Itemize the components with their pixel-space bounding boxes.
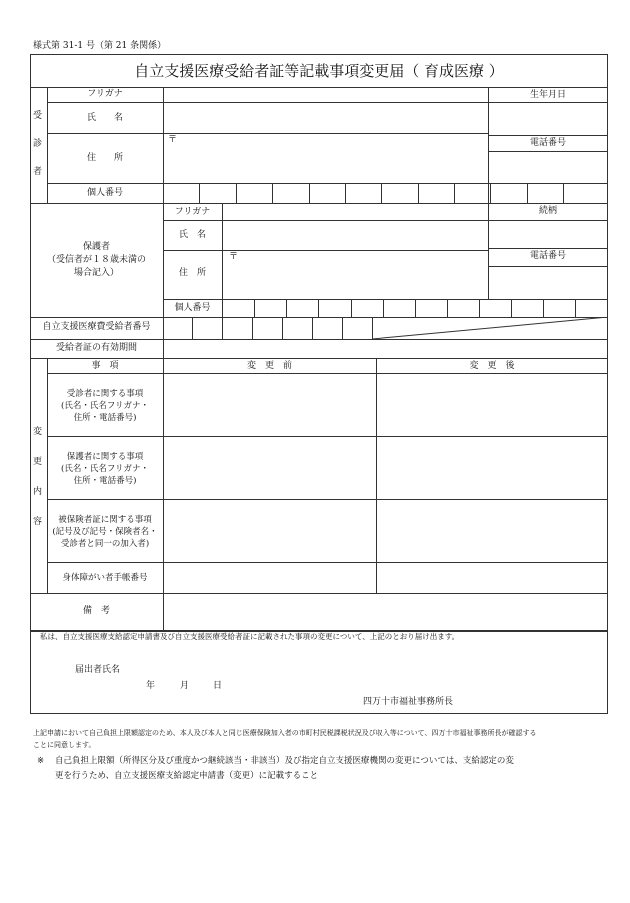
date-month: 月	[180, 681, 190, 691]
validity-input[interactable]	[166, 341, 604, 356]
patient-my-number-boxes[interactable]	[163, 183, 608, 203]
change-row-disability-title: 身体障がい者手帳番号	[62, 573, 148, 583]
patient-birthdate-label: 生年月日	[529, 90, 566, 100]
note-mark: ※	[37, 756, 45, 766]
guardian-address-label: 住 所	[178, 268, 206, 278]
applicant-name-label: 届出者氏名	[75, 665, 121, 675]
addressee: 四万十市福祉事務所長	[363, 697, 454, 707]
patient-my-number-label: 個人番号	[86, 188, 123, 198]
consent-line-1: 上記申請において自己負担上限額認定のため、本人及び本人と同じ医療保険加入者の市町村民税課税状況及び収入等について、四万十市福祉事務所長が確認する	[33, 729, 537, 737]
patient-name-input[interactable]	[166, 104, 484, 132]
change-row-insurance-note-1: (記号及び記号・保険者名・	[52, 527, 158, 537]
change-row-insurance-title: 被保険者証に関する事項	[58, 515, 152, 525]
guardian-address-input[interactable]	[240, 253, 484, 297]
guardian-section-label: 保護者	[82, 242, 110, 252]
applicant-name-input[interactable]	[130, 662, 350, 677]
change-row-guardian-note-1: (氏名・氏名フリガナ・	[61, 464, 149, 474]
changes-section-label-3: 内	[33, 487, 43, 497]
change-row-guardian-title: 保護者に関する事項	[66, 452, 144, 462]
validity-label: 受給者証の有効期間	[55, 343, 137, 353]
recipient-number-strike	[372, 317, 608, 339]
patient-birthdate-input[interactable]	[491, 104, 605, 132]
change-row-guardian-note-2: 住所・電話番号)	[73, 476, 137, 486]
guardian-phone-input[interactable]	[491, 268, 605, 297]
guardian-my-number-boxes[interactable]	[222, 299, 608, 317]
change-row-patient-note-2: 住所・電話番号)	[73, 413, 137, 423]
patient-section-label-1: 受	[33, 111, 43, 121]
guardian-relation-input[interactable]	[491, 222, 605, 247]
col-after-header: 変 更 後	[469, 361, 515, 371]
guardian-phone-label: 電話番号	[529, 251, 566, 261]
guardian-name-label: 氏 名	[178, 230, 206, 240]
guardian-section-note-2: 場合記入）	[73, 268, 119, 278]
patient-section-label-3: 者	[33, 167, 43, 177]
patient-furigana-input[interactable]	[166, 88, 484, 101]
guardian-postal-mark: 〒	[229, 252, 239, 262]
remarks-label: 備 考	[82, 606, 110, 616]
change-row-patient-title: 受診者に関する事項	[66, 389, 144, 399]
date-day: 日	[213, 681, 223, 691]
change-row-patient-note-1: (氏名・氏名フリガナ・	[61, 401, 149, 411]
insurance-after-field[interactable]	[379, 502, 605, 560]
note-line-1: 自己負担上限額（所得区分及び重度かつ継続該当・非該当）及び指定自立支援医療機関の変更については、支給認定の変	[55, 756, 514, 766]
guardian-before-field[interactable]	[166, 439, 373, 497]
changes-section-label-1: 変	[33, 427, 43, 437]
patient-phone-label: 電話番号	[529, 138, 566, 148]
insurance-before-field[interactable]	[166, 502, 373, 560]
guardian-furigana-label: フリガナ	[174, 207, 211, 217]
recipient-number-label: 自立支援医療費受給者番号	[42, 322, 151, 332]
patient-postal-mark: 〒	[168, 135, 178, 145]
changes-section-label-4: 容	[33, 517, 43, 527]
guardian-relation-label: 続柄	[538, 206, 557, 216]
guardian-section-note-1: （受信者が１８歳未満の	[46, 255, 146, 265]
guardian-furigana-input[interactable]	[225, 205, 484, 219]
consent-line-2: ことに同意します。	[33, 741, 96, 749]
disability-before-field[interactable]	[166, 565, 373, 591]
guardian-after-field[interactable]	[379, 439, 605, 497]
col-before-header: 変 更 前	[246, 361, 292, 371]
patient-after-field[interactable]	[379, 376, 605, 434]
remarks-field[interactable]	[166, 596, 605, 628]
changes-section-label-2: 更	[33, 457, 43, 467]
patient-name-label: 氏 名	[86, 113, 123, 123]
guardian-name-input[interactable]	[225, 222, 484, 249]
patient-address-input[interactable]	[178, 136, 484, 181]
date-year: 年	[146, 681, 156, 691]
change-row-insurance-note-2: 受診者と同一の加入者)	[60, 539, 150, 549]
guardian-my-number-label: 個人番号	[174, 303, 211, 313]
disability-after-field[interactable]	[379, 565, 605, 591]
note-line-2: 更を行うため、自立支援医療支給認定申請書（変更）に記載すること	[55, 771, 319, 781]
patient-section-label-2: 診	[33, 139, 43, 149]
patient-furigana-label: フリガナ	[87, 89, 123, 99]
form-title: 自立支援医療受給者証等記載事項変更届（ 育成医療 ）	[134, 62, 504, 80]
patient-phone-input[interactable]	[491, 153, 605, 181]
patient-before-field[interactable]	[166, 376, 373, 434]
form-number: 様式第 31-1 号（第 21 条関係）	[33, 41, 167, 51]
patient-address-label: 住 所	[86, 153, 123, 163]
declaration-text: 私は、自立支援医療支給認定申請書及び自立支援医療受給者証に記載された事項の変更について、上記のとおり届け出ます。	[40, 632, 460, 641]
col-item-header: 事 項	[91, 361, 119, 371]
